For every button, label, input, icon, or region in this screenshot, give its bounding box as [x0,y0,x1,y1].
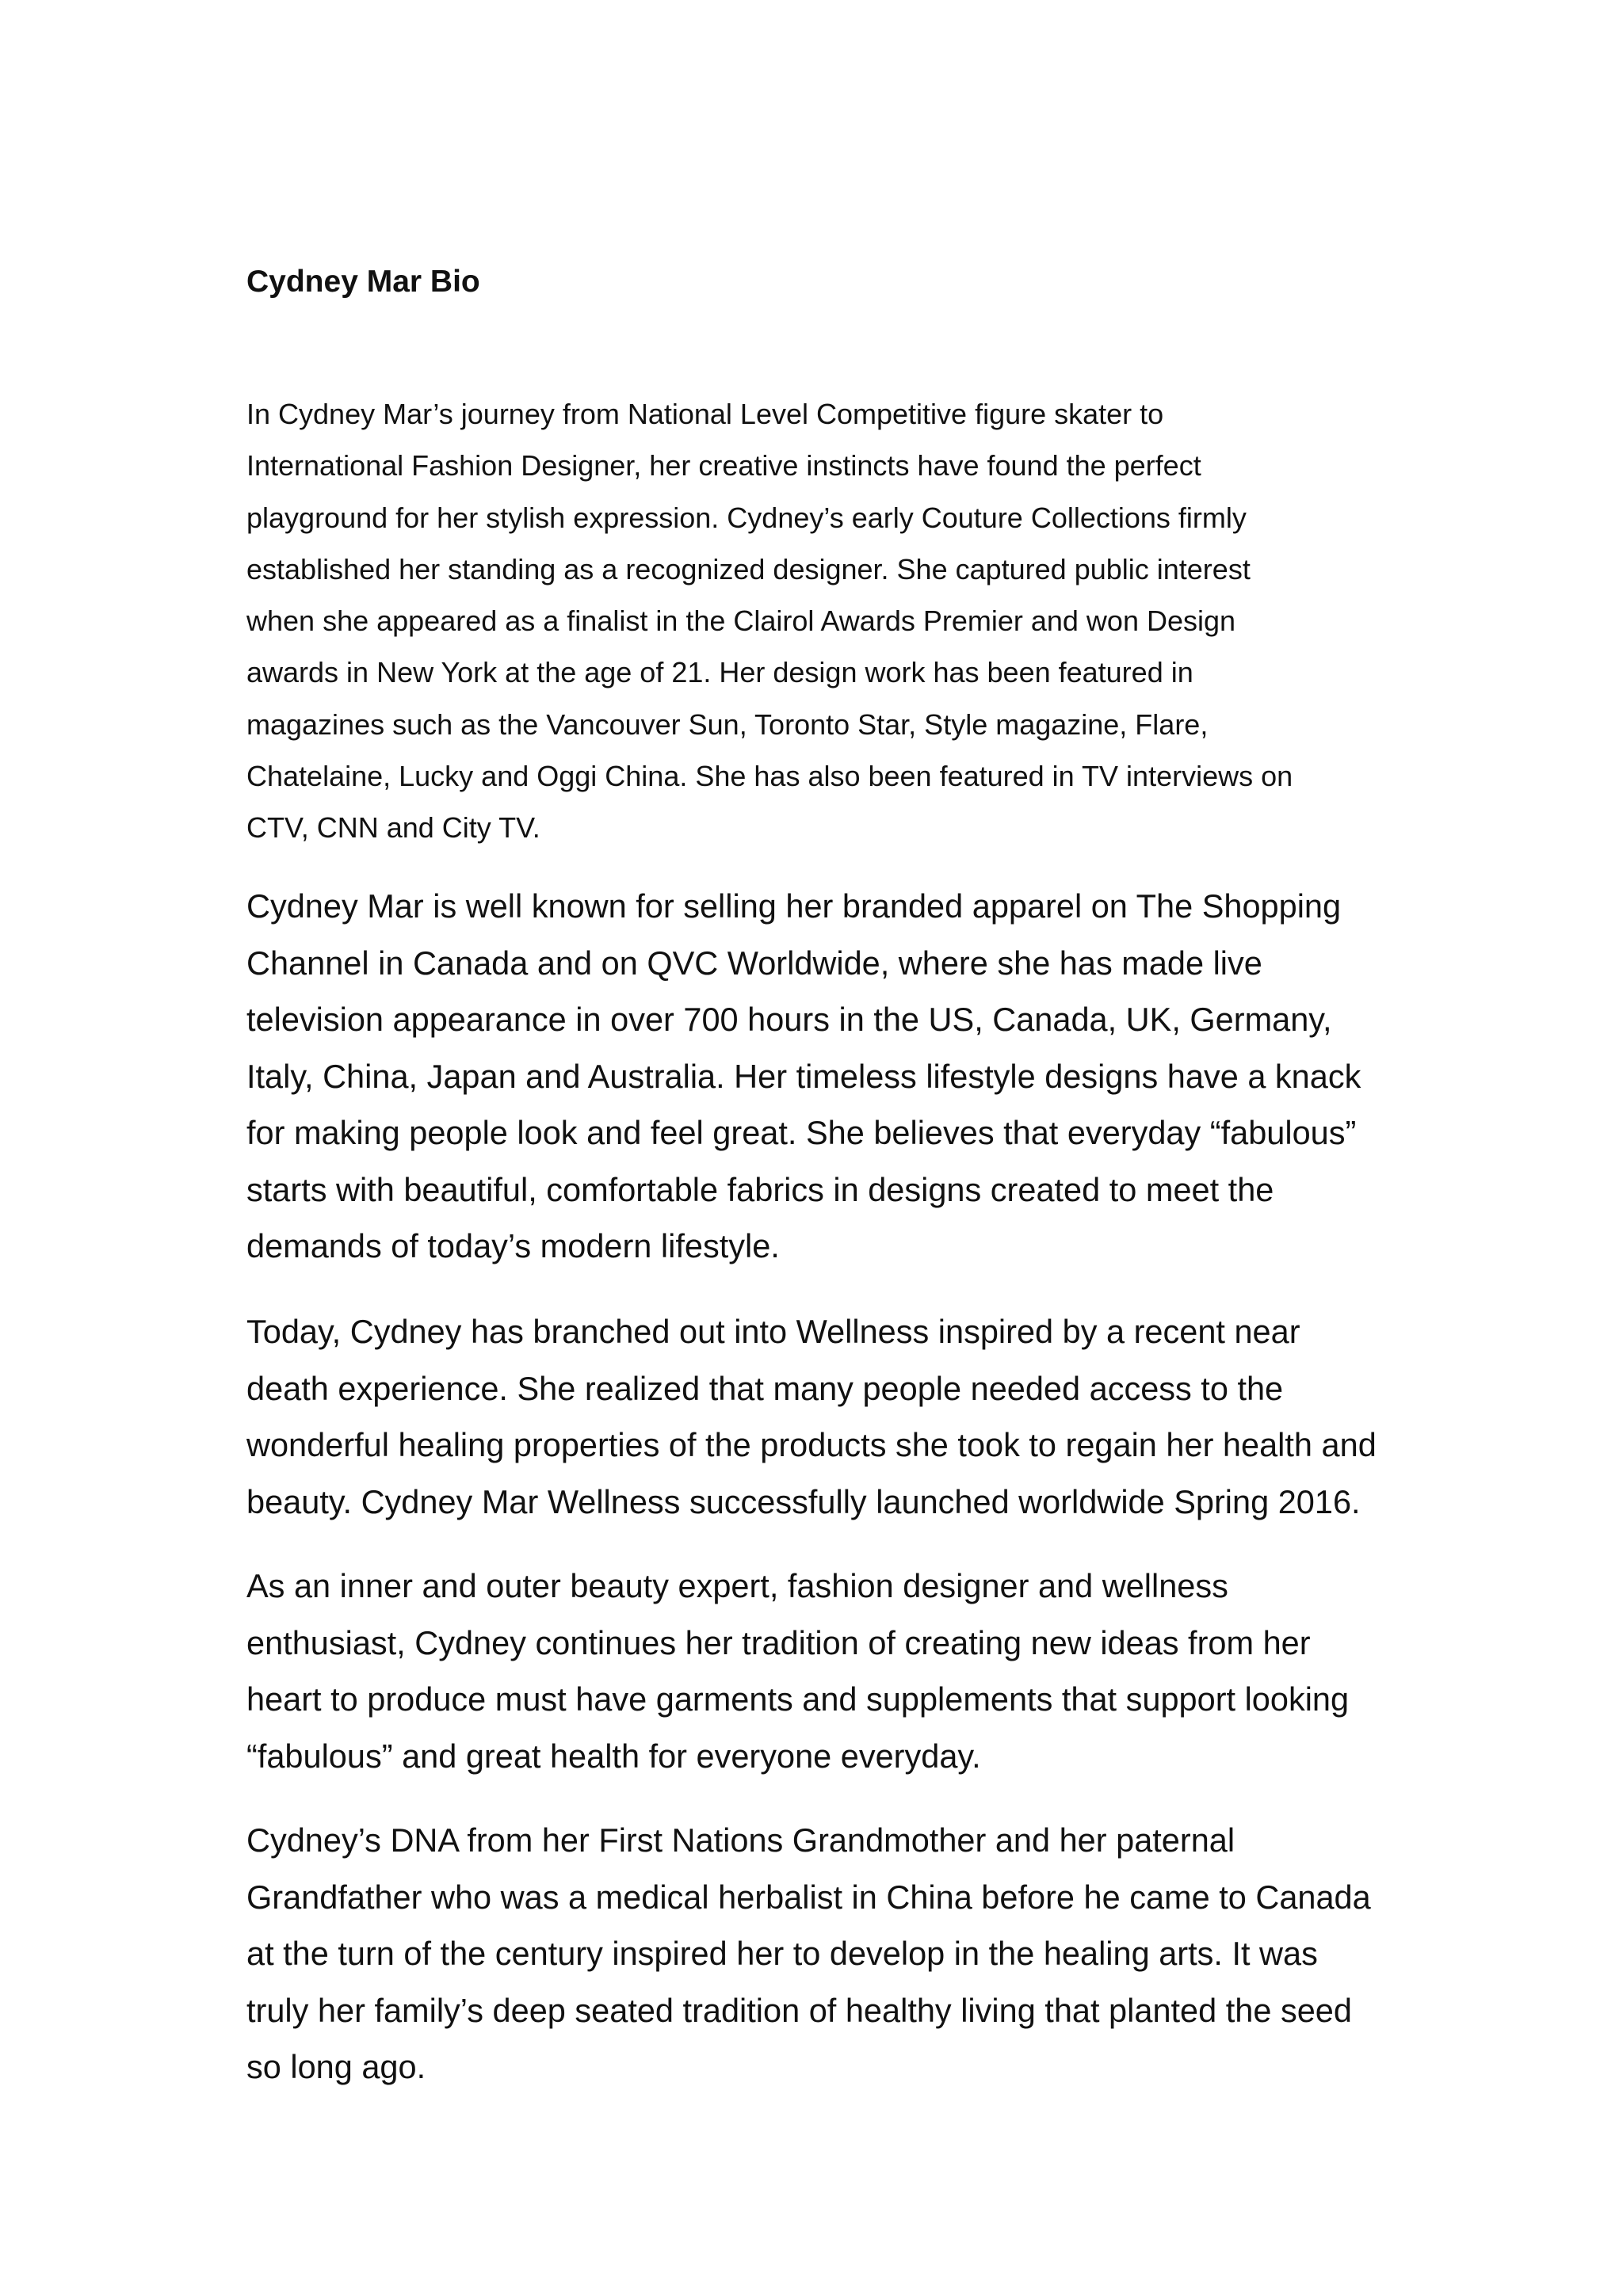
paragraph-intro [246,388,1293,854]
paragraph-line: awards in New York at the age of 21. Her design work has been featured in [246,656,1193,689]
document-title: Cydney Mar Bio [246,265,480,299]
paragraph-line: In Cydney Mar’s journey from National Level Competitive figure skater to [246,398,1164,430]
paragraph-line: Italy, China, Japan and Australia. Her timeless lifestyle designs have a knack [246,1057,1361,1095]
paragraph-line: Cydney Mar is well known for selling her branded apparel on The Shopping [246,887,1342,925]
paragraph-line: established her standing as a recognized designer. She captured public interest [246,552,1251,585]
paragraph-line: starts with beautiful, comfortable fabrics in designs created to meet the [246,1170,1274,1208]
paragraph-line: television appearance in over 700 hours in the US, Canada, UK, Germany, [246,1001,1332,1038]
paragraph-heritage [246,1812,1371,2096]
paragraph-line: Cydney’s DNA from her First Nations Grandmother and her paternal [246,1821,1235,1859]
paragraph-line: Chatelaine, Lucky and Oggi China. She has also been featured in TV interviews on [246,760,1293,793]
paragraph-line: demands of today’s modern lifestyle. [246,1227,780,1264]
paragraph-line: playground for her stylish expression. Cydney’s early Couture Collections firmly [246,501,1247,534]
paragraph-line: death experience. She realized that many people needed access to the [246,1369,1284,1407]
paragraph-wellness [246,1303,1377,1530]
paragraph-line: “fabulous” and great health for everyone everyday. [246,1737,981,1775]
paragraph-beauty-expert [246,1558,1349,1784]
paragraph-line: for making people look and feel great. She believes that everyday “fabulous” [246,1114,1357,1151]
paragraph-line: heart to produce must have garments and supplements that support looking [246,1680,1350,1718]
paragraph-line: so long ago. [246,2048,426,2085]
paragraph-shopping-channel [246,878,1361,1275]
paragraph-line: Grandfather who was a medical herbalist in China before he came to Canada [246,1878,1371,1916]
paragraph-line: Channel in Canada and on QVC Worldwide, where she has made live [246,944,1262,982]
paragraph-line: Today, Cydney has branched out into Wellness inspired by a recent near [246,1313,1300,1350]
paragraph-line: As an inner and outer beauty expert, fashion designer and wellness [246,1567,1228,1604]
paragraph-line: beauty. Cydney Mar Wellness successfully launched worldwide Spring 2016. [246,1482,1361,1520]
paragraph-line: magazines such as the Vancouver Sun, Toronto Star, Style magazine, Flare, [246,707,1209,741]
paragraph-line: enthusiast, Cydney continues her tradition of creating new ideas from her [246,1623,1311,1661]
paragraph-line: truly her family’s deep seated tradition of healthy living that planted the seed [246,1991,1352,2029]
paragraph-line: International Fashion Designer, her creative instincts have found the perfect [246,449,1201,482]
paragraph-line: wonderful healing properties of the products she took to regain her health and [246,1426,1377,1463]
paragraph-line: at the turn of the century inspired her to develop in the healing arts. It was [246,1935,1318,1972]
paragraph-line: when she appeared as a finalist in the Clairol Awards Premier and won Design [246,605,1236,638]
paragraph-line: CTV, CNN and City TV. [246,811,540,845]
